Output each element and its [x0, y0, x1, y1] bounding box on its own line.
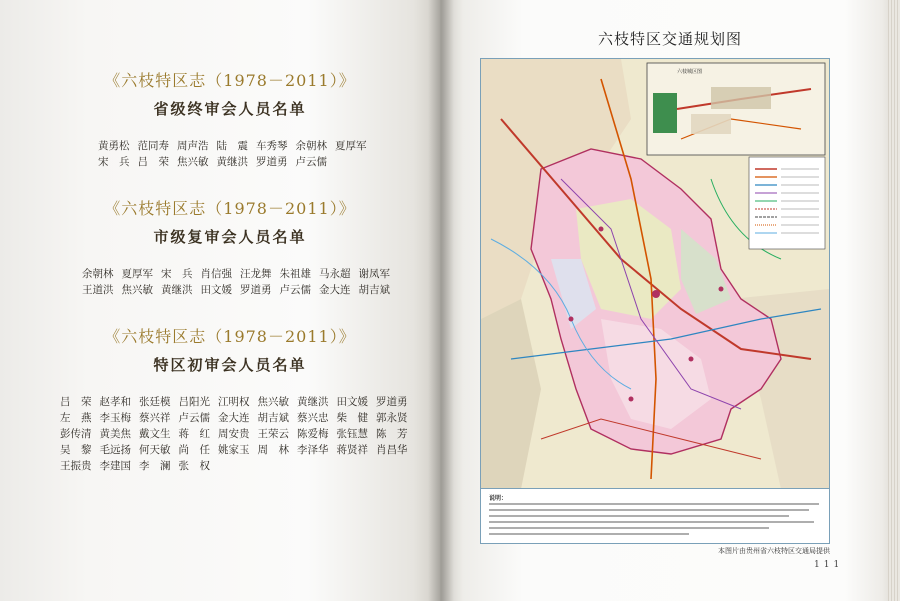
person-name: 金大连 [218, 412, 250, 424]
section-subtitle: 市级复审会人员名单 [153, 228, 307, 246]
person-name: 罗道勇 [240, 284, 272, 296]
name-row [60, 442, 408, 458]
person-name: 谢凤军 [358, 268, 390, 280]
name-row [98, 138, 400, 154]
person-name: 陈爱梅 [297, 428, 329, 440]
person-name: 张钰慧 [336, 428, 368, 440]
person-name: 罗道勇 [376, 396, 408, 408]
notes-line [489, 509, 809, 511]
person-name: 黄继洪 [297, 396, 329, 408]
person-name: 姚家玉 [218, 444, 250, 456]
person-name: 黄美焦 [99, 428, 131, 440]
notes-line [489, 503, 819, 505]
person-name: 黄继洪 [216, 156, 248, 168]
name-row [60, 394, 408, 410]
notes-line [489, 521, 814, 523]
map-notes [480, 488, 830, 544]
page-number: 111 [814, 560, 844, 570]
person-name: 周声浩 [177, 140, 209, 152]
person-name: 车秀琴 [256, 140, 288, 152]
section-district-review [60, 326, 408, 474]
name-list [60, 394, 408, 474]
person-name: 毛远扬 [99, 444, 131, 456]
person-name: 卢云儒 [178, 412, 210, 424]
person-name: 王振贵 [60, 460, 92, 472]
person-name: 彭传清 [60, 428, 92, 440]
person-name: 蔡兴忠 [297, 412, 329, 424]
inset-city-map [647, 63, 825, 155]
person-name: 蒋 红 [178, 428, 210, 440]
person-name: 黄勇松 [98, 140, 130, 152]
name-row [82, 266, 400, 282]
section-title: 《六枝特区志（1978－2011）》 [104, 199, 356, 218]
person-name: 吕阳光 [178, 396, 210, 408]
person-name: 胡吉斌 [257, 412, 289, 424]
person-name: 范同寿 [137, 140, 169, 152]
person-name: 宋 兵 [98, 156, 130, 168]
person-name: 金大连 [319, 284, 351, 296]
person-name: 马永超 [319, 268, 351, 280]
person-name: 王道洪 [82, 284, 114, 296]
notes-heading: 说明： [489, 495, 508, 502]
person-name: 余朝林 [295, 140, 327, 152]
person-name: 周 林 [257, 444, 289, 456]
person-name: 肖信强 [200, 268, 232, 280]
person-name: 张廷模 [139, 396, 171, 408]
notes-line [489, 527, 769, 529]
person-name: 焦兴敏 [177, 156, 209, 168]
section-city-review [60, 198, 400, 298]
person-name: 夏厚军 [121, 268, 153, 280]
section-subtitle: 特区初审会人员名单 [153, 356, 307, 374]
map-credit: 本图片由贵州省六枝特区交通局提供 [718, 547, 830, 555]
person-name: 何天敏 [139, 444, 171, 456]
map-legend [749, 157, 825, 249]
person-name: 夏厚军 [335, 140, 367, 152]
person-name: 余朝林 [82, 268, 114, 280]
person-name: 蔡兴祥 [139, 412, 171, 424]
person-name: 周安贵 [218, 428, 250, 440]
notes-line [489, 533, 689, 535]
transport-map [480, 58, 830, 490]
person-name: 汪龙舞 [240, 268, 272, 280]
page-edges [888, 0, 900, 601]
map-graphic [481, 59, 829, 489]
person-name: 王荣云 [257, 428, 289, 440]
person-name: 田文媛 [200, 284, 232, 296]
person-name: 吴 黎 [60, 444, 92, 456]
name-list [60, 266, 400, 298]
name-row [60, 426, 408, 442]
person-name: 蒋贤祥 [336, 444, 368, 456]
person-name: 焦兴敏 [257, 396, 289, 408]
section-title: 《六枝特区志（1978－2011）》 [104, 327, 356, 346]
person-name: 卢云儒 [279, 284, 311, 296]
person-name: 肖昌华 [376, 444, 408, 456]
person-name: 陈 芳 [376, 428, 408, 440]
person-name: 柴 健 [336, 412, 368, 424]
person-name: 吕 荣 [137, 156, 169, 168]
person-name: 尚 任 [178, 444, 210, 456]
person-name: 卢云儒 [295, 156, 327, 168]
section-provincial-review [60, 70, 400, 170]
person-name: 田文媛 [336, 396, 368, 408]
person-name: 李泽华 [297, 444, 329, 456]
map-title: 六枝特区交通规划图 [597, 30, 742, 48]
name-row [60, 410, 408, 426]
person-name: 左 燕 [60, 412, 92, 424]
name-row [60, 458, 400, 474]
person-name: 胡吉斌 [358, 284, 390, 296]
person-name: 吕 荣 [60, 396, 92, 408]
book-gutter [428, 0, 454, 601]
person-name: 宋 兵 [161, 268, 193, 280]
person-name: 罗道勇 [256, 156, 288, 168]
person-name: 李 澜 [139, 460, 171, 472]
person-name: 郭永贤 [376, 412, 408, 424]
person-name: 戴文生 [139, 428, 171, 440]
name-row [82, 282, 400, 298]
person-name: 赵孝和 [99, 396, 131, 408]
person-name: 焦兴敏 [121, 284, 153, 296]
inset-title: 六枝城区图 [677, 69, 703, 75]
section-title: 《六枝特区志（1978－2011）》 [104, 71, 356, 90]
person-name: 李玉梅 [99, 412, 131, 424]
name-list [60, 138, 400, 170]
person-name: 李建国 [99, 460, 131, 472]
name-row [98, 154, 400, 170]
person-name: 江明权 [218, 396, 250, 408]
person-name: 朱祖雄 [279, 268, 311, 280]
person-name: 陆 震 [216, 140, 248, 152]
person-name: 黄继洪 [161, 284, 193, 296]
person-name: 张 权 [178, 460, 210, 472]
section-subtitle: 省级终审会人员名单 [153, 100, 307, 118]
notes-line [489, 515, 789, 517]
